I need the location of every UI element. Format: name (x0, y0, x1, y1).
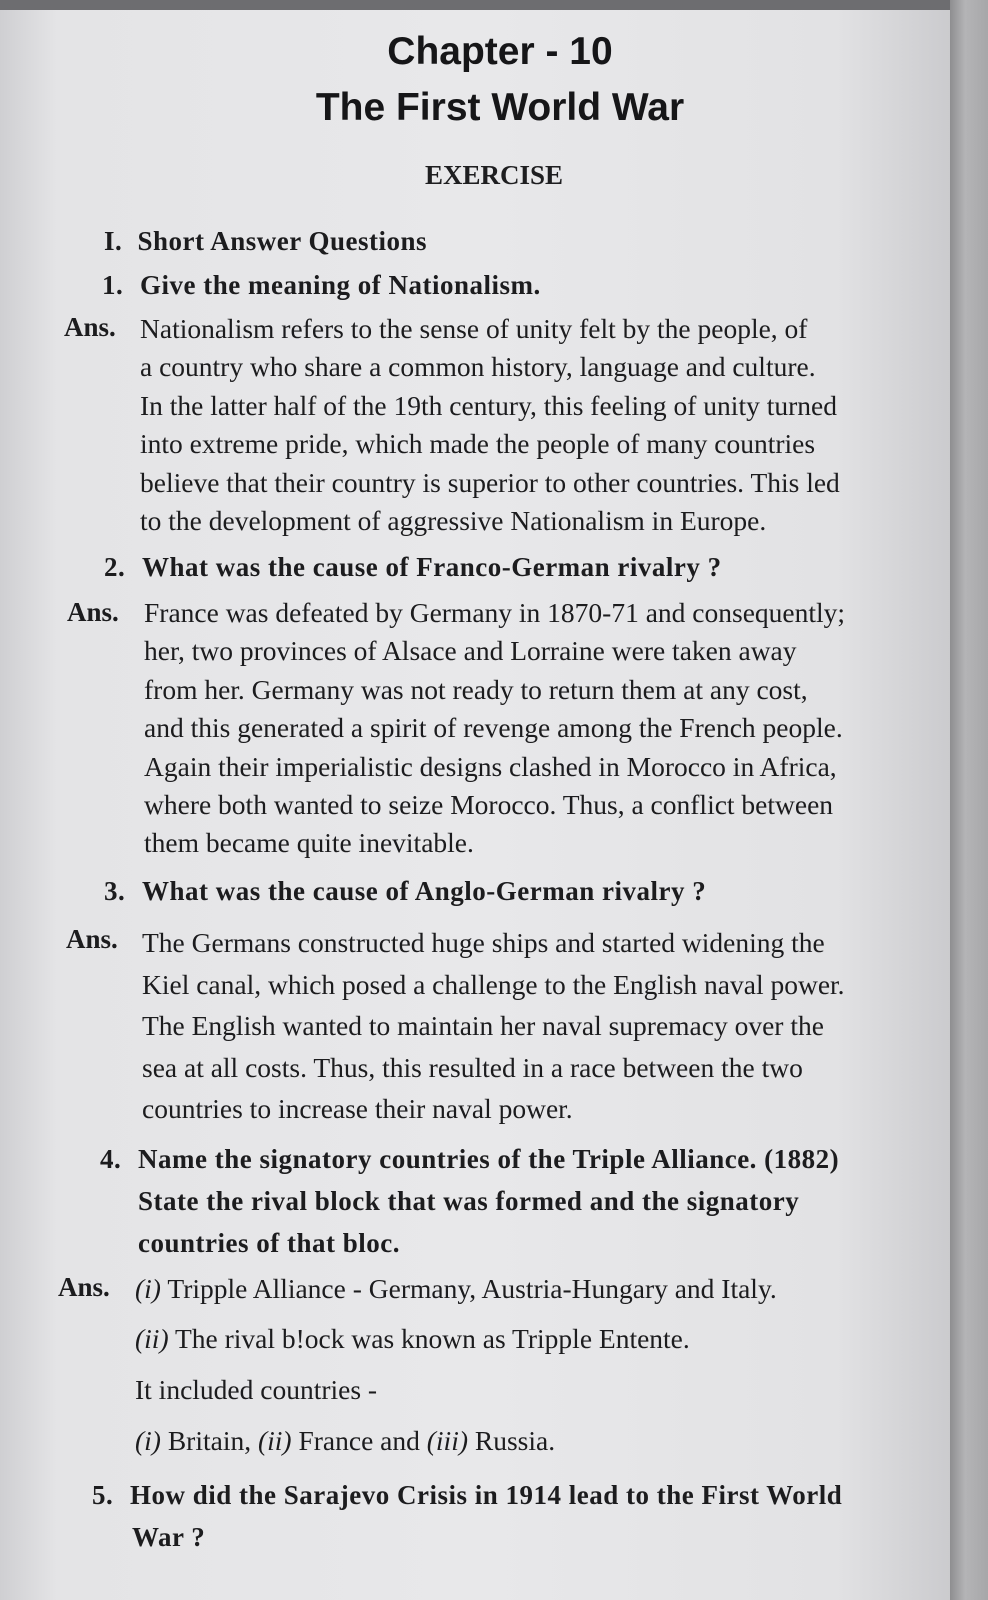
question-number: 5. (92, 1480, 114, 1510)
answer-label: Ans. (67, 597, 119, 627)
country: France and (298, 1425, 420, 1456)
list-marker: (iii) (426, 1425, 468, 1456)
question-text: State the rival block that was formed and the signatory (138, 1186, 800, 1216)
country-list (135, 1422, 555, 1460)
answer-line: The rival b!ock was known as Tripple Entente. (175, 1323, 690, 1354)
answer-line: sea at all costs. Thus, this resulted in a race between the two (142, 1051, 803, 1083)
answer-line: Nationalism refers to the sense of unity felt by the people, of (140, 313, 808, 344)
answer-label: Ans. (58, 1272, 110, 1302)
section-heading (104, 222, 427, 261)
answer-line: where both wanted to seize Morocco. Thus, a conflict between (144, 789, 834, 821)
chapter-title: The First World War (315, 86, 685, 129)
page-top-edge (0, 0, 988, 10)
answer-3 (142, 922, 845, 1130)
answer-line: them became quite inevitable. (144, 827, 474, 859)
question-text: Name the signatory countries of the Triple Alliance. (1882) (138, 1144, 840, 1174)
question-number: 3. (104, 876, 126, 906)
question-number: 4. (100, 1144, 122, 1174)
country: Britain, (167, 1425, 252, 1456)
answer-line: into extreme pride, which made the people of many countries (140, 428, 816, 460)
answer-label: Ans. (64, 312, 116, 342)
question-3 (104, 872, 706, 911)
question-number: 1. (102, 270, 124, 300)
question-2 (104, 548, 722, 587)
answer-line: Again their imperialistic designs clashed in Morocco in Africa, (144, 750, 837, 782)
list-marker: (ii) (135, 1323, 169, 1354)
list-marker: (i) (135, 1425, 161, 1456)
question-text: What was the cause of Franco-German rivalry ? (142, 552, 722, 582)
answer-line: Tripple Alliance - Germany, Austria-Hungary and Italy. (167, 1273, 777, 1304)
answer-line: It included countries - (135, 1374, 378, 1405)
answer-line: from her. Germany was not ready to return them at any cost, (144, 673, 808, 705)
answer-line: The English wanted to maintain her naval supremacy over the (142, 1010, 824, 1041)
chapter-number: Chapter - 10 (387, 30, 613, 73)
answer-line: The Germans constructed huge ships and started widening the (142, 927, 825, 958)
answer-2 (144, 594, 845, 863)
section-number: I. (104, 226, 123, 256)
answer-line: to the development of aggressive Nationalism in Europe. (140, 505, 767, 537)
answer-line: believe that their country is superior to other countries. This led (140, 466, 840, 498)
answer-line: a country who share a common history, language and culture. (140, 351, 816, 383)
answer-1 (140, 310, 840, 540)
question-1 (102, 266, 541, 305)
list-marker: (i) (135, 1273, 161, 1304)
question-number: 2. (104, 552, 126, 582)
book-spine (950, 0, 988, 1600)
answer-line: countries to increase their naval power. (142, 1093, 573, 1124)
answer-line: France was defeated by Germany in 1870-71 and consequently; (144, 597, 846, 628)
question-text: Give the meaning of Nationalism. (140, 270, 541, 300)
answer-line: her, two provinces of Alsace and Lorraine were taken away (144, 635, 797, 667)
answer-label: Ans. (66, 924, 118, 954)
question-text: What was the cause of Anglo-German rivalry ? (142, 876, 707, 906)
exercise-heading: EXERCISE (424, 160, 564, 190)
section-title: Short Answer Questions (137, 226, 428, 256)
question-text: How did the Sarajevo Crisis in 1914 lead to the First World (130, 1480, 843, 1510)
question-text: War ? (132, 1522, 206, 1552)
answer-line: and this generated a spirit of revenge among the French people. (144, 712, 843, 744)
country: Russia. (474, 1425, 556, 1456)
question-text: countries of that bloc. (138, 1228, 400, 1258)
answer-line: Kiel canal, which posed a challenge to the English naval power. (142, 968, 845, 1000)
list-marker: (ii) (257, 1425, 292, 1456)
answer-line: In the latter half of the 19th century, this feeling of unity turned (140, 389, 837, 421)
